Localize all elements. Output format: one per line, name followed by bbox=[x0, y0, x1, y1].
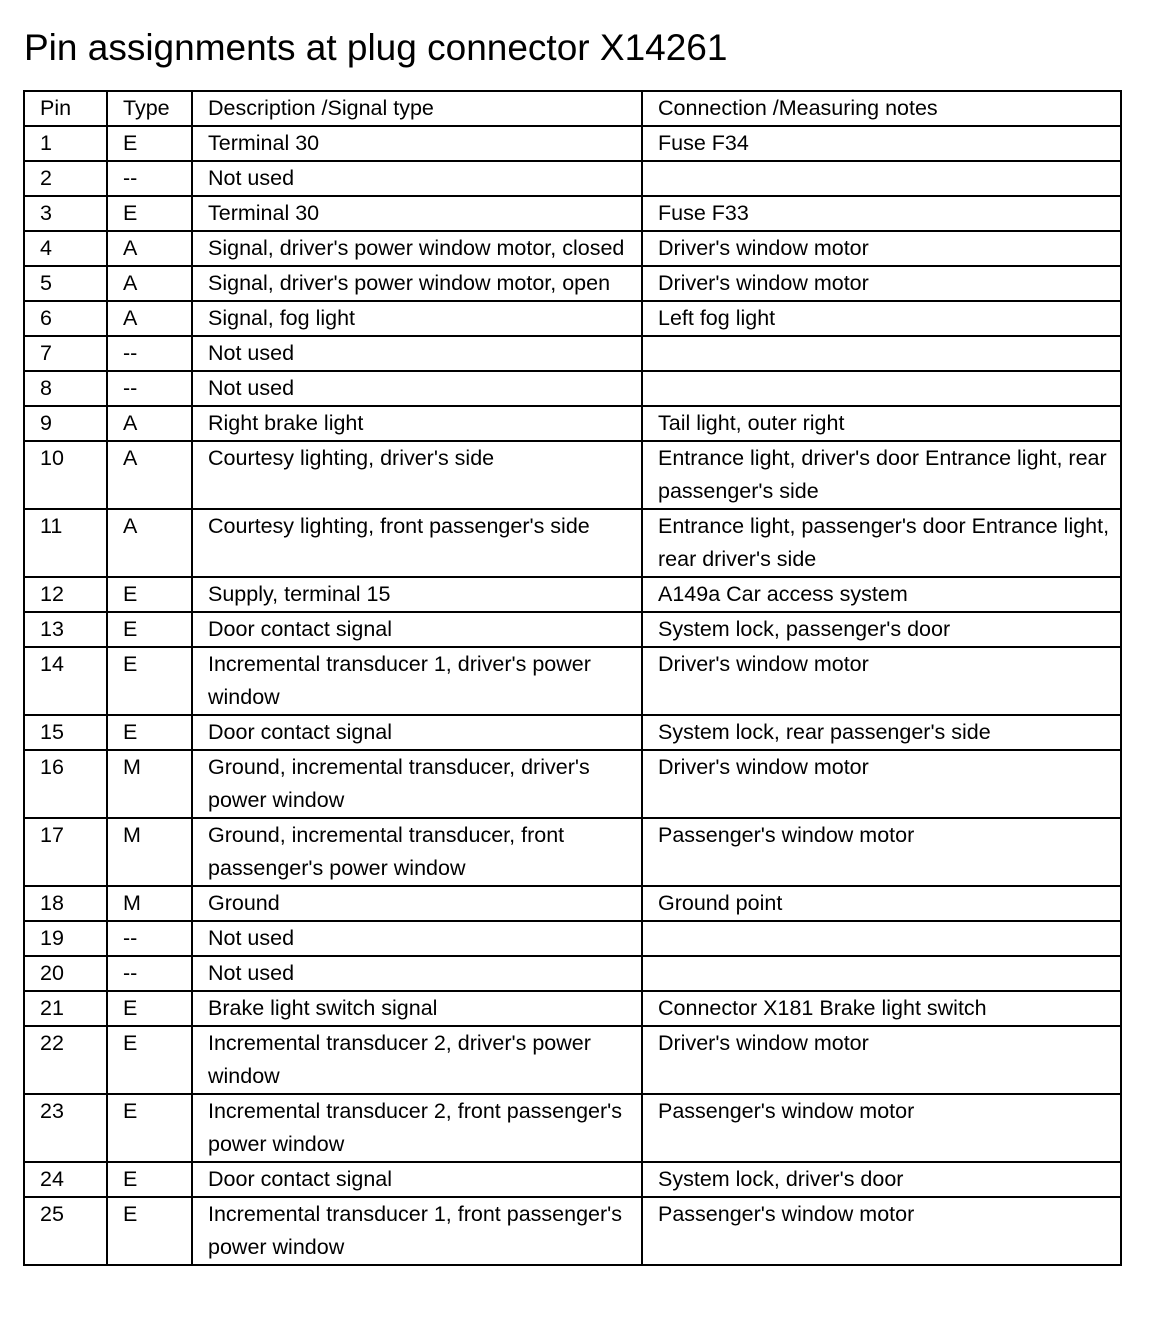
cell-pin: 9 bbox=[24, 406, 107, 441]
table-row bbox=[24, 818, 1121, 886]
cell-connection: System lock, rear passenger's side bbox=[642, 715, 1121, 750]
table-row bbox=[24, 161, 1121, 196]
cell-type: -- bbox=[107, 921, 192, 956]
table-row bbox=[24, 647, 1121, 715]
pin-assignment-table bbox=[23, 90, 1122, 1266]
cell-description: Signal, driver's power window motor, closed bbox=[192, 231, 642, 266]
cell-type: A bbox=[107, 301, 192, 336]
cell-type: -- bbox=[107, 956, 192, 991]
cell-pin: 2 bbox=[24, 161, 107, 196]
cell-connection: System lock, driver's door bbox=[642, 1162, 1121, 1197]
cell-description: Signal, driver's power window motor, open bbox=[192, 266, 642, 301]
cell-description: Not used bbox=[192, 371, 642, 406]
cell-description: Terminal 30 bbox=[192, 126, 642, 161]
cell-pin: 17 bbox=[24, 818, 107, 886]
cell-description: Not used bbox=[192, 336, 642, 371]
cell-connection: Driver's window motor bbox=[642, 266, 1121, 301]
cell-connection: Entrance light, passenger's door Entrance light, rear driver's side bbox=[642, 509, 1121, 577]
cell-pin: 18 bbox=[24, 886, 107, 921]
cell-description: Door contact signal bbox=[192, 715, 642, 750]
table-row bbox=[24, 991, 1121, 1026]
cell-connection: Passenger's window motor bbox=[642, 818, 1121, 886]
header-description: Description /Signal type bbox=[192, 91, 642, 126]
table-row bbox=[24, 266, 1121, 301]
table-row bbox=[24, 371, 1121, 406]
cell-connection: Fuse F33 bbox=[642, 196, 1121, 231]
cell-connection: Driver's window motor bbox=[642, 1026, 1121, 1094]
cell-type: A bbox=[107, 441, 192, 509]
cell-pin: 23 bbox=[24, 1094, 107, 1162]
cell-pin: 14 bbox=[24, 647, 107, 715]
table-row bbox=[24, 336, 1121, 371]
table-header-row bbox=[24, 91, 1121, 126]
cell-type: E bbox=[107, 647, 192, 715]
cell-type: M bbox=[107, 886, 192, 921]
cell-description: Brake light switch signal bbox=[192, 991, 642, 1026]
cell-connection: Left fog light bbox=[642, 301, 1121, 336]
cell-pin: 22 bbox=[24, 1026, 107, 1094]
cell-type: E bbox=[107, 196, 192, 231]
cell-description: Incremental transducer 2, front passenger's power window bbox=[192, 1094, 642, 1162]
cell-pin: 8 bbox=[24, 371, 107, 406]
cell-pin: 24 bbox=[24, 1162, 107, 1197]
table-row bbox=[24, 921, 1121, 956]
cell-connection: Entrance light, driver's door Entrance light, rear passenger's side bbox=[642, 441, 1121, 509]
cell-description: Ground, incremental transducer, driver's power window bbox=[192, 750, 642, 818]
cell-type: E bbox=[107, 1094, 192, 1162]
cell-description: Incremental transducer 1, front passenger's power window bbox=[192, 1197, 642, 1265]
cell-pin: 12 bbox=[24, 577, 107, 612]
cell-connection: Driver's window motor bbox=[642, 647, 1121, 715]
table-row bbox=[24, 750, 1121, 818]
cell-pin: 21 bbox=[24, 991, 107, 1026]
table-row bbox=[24, 1197, 1121, 1265]
table-row bbox=[24, 126, 1121, 161]
cell-connection bbox=[642, 921, 1121, 956]
cell-connection bbox=[642, 371, 1121, 406]
cell-pin: 3 bbox=[24, 196, 107, 231]
cell-description: Ground, incremental transducer, front passenger's power window bbox=[192, 818, 642, 886]
cell-connection: Ground point bbox=[642, 886, 1121, 921]
table-row bbox=[24, 196, 1121, 231]
cell-pin: 13 bbox=[24, 612, 107, 647]
table-row bbox=[24, 301, 1121, 336]
header-pin: Pin bbox=[24, 91, 107, 126]
cell-description: Right brake light bbox=[192, 406, 642, 441]
cell-connection: Tail light, outer right bbox=[642, 406, 1121, 441]
cell-pin: 5 bbox=[24, 266, 107, 301]
cell-pin: 11 bbox=[24, 509, 107, 577]
cell-type: A bbox=[107, 266, 192, 301]
cell-pin: 20 bbox=[24, 956, 107, 991]
table-row bbox=[24, 1162, 1121, 1197]
cell-pin: 7 bbox=[24, 336, 107, 371]
cell-type: A bbox=[107, 231, 192, 266]
cell-type: E bbox=[107, 1162, 192, 1197]
cell-connection bbox=[642, 161, 1121, 196]
table-row bbox=[24, 612, 1121, 647]
page-title: Pin assignments at plug connector X14261 bbox=[24, 27, 728, 68]
cell-pin: 6 bbox=[24, 301, 107, 336]
header-type: Type bbox=[107, 91, 192, 126]
cell-pin: 1 bbox=[24, 126, 107, 161]
cell-pin: 4 bbox=[24, 231, 107, 266]
cell-pin: 10 bbox=[24, 441, 107, 509]
cell-type: A bbox=[107, 509, 192, 577]
cell-connection: Passenger's window motor bbox=[642, 1094, 1121, 1162]
cell-description: Signal, fog light bbox=[192, 301, 642, 336]
cell-connection: Connector X181 Brake light switch bbox=[642, 991, 1121, 1026]
table-row bbox=[24, 441, 1121, 509]
cell-description: Courtesy lighting, driver's side bbox=[192, 441, 642, 509]
table-row bbox=[24, 1026, 1121, 1094]
cell-connection: Fuse F34 bbox=[642, 126, 1121, 161]
header-connection: Connection /Measuring notes bbox=[642, 91, 1121, 126]
cell-type: -- bbox=[107, 336, 192, 371]
cell-description: Door contact signal bbox=[192, 612, 642, 647]
cell-type: -- bbox=[107, 161, 192, 196]
cell-description: Door contact signal bbox=[192, 1162, 642, 1197]
table-row bbox=[24, 577, 1121, 612]
cell-connection: System lock, passenger's door bbox=[642, 612, 1121, 647]
cell-connection bbox=[642, 956, 1121, 991]
cell-connection: Passenger's window motor bbox=[642, 1197, 1121, 1265]
cell-description: Not used bbox=[192, 956, 642, 991]
table-row bbox=[24, 715, 1121, 750]
cell-description: Incremental transducer 2, driver's power window bbox=[192, 1026, 642, 1094]
cell-connection: Driver's window motor bbox=[642, 231, 1121, 266]
cell-pin: 15 bbox=[24, 715, 107, 750]
cell-description: Not used bbox=[192, 921, 642, 956]
cell-description: Ground bbox=[192, 886, 642, 921]
cell-type: E bbox=[107, 1026, 192, 1094]
cell-description: Not used bbox=[192, 161, 642, 196]
cell-type: E bbox=[107, 612, 192, 647]
table-row bbox=[24, 956, 1121, 991]
cell-connection: A149a Car access system bbox=[642, 577, 1121, 612]
table-row bbox=[24, 1094, 1121, 1162]
cell-description: Supply, terminal 15 bbox=[192, 577, 642, 612]
cell-pin: 19 bbox=[24, 921, 107, 956]
cell-type: M bbox=[107, 818, 192, 886]
cell-description: Terminal 30 bbox=[192, 196, 642, 231]
table-row bbox=[24, 509, 1121, 577]
cell-type: A bbox=[107, 406, 192, 441]
cell-pin: 25 bbox=[24, 1197, 107, 1265]
cell-connection: Driver's window motor bbox=[642, 750, 1121, 818]
cell-connection bbox=[642, 336, 1121, 371]
cell-description: Incremental transducer 1, driver's power window bbox=[192, 647, 642, 715]
cell-type: E bbox=[107, 577, 192, 612]
cell-type: E bbox=[107, 1197, 192, 1265]
table-row bbox=[24, 406, 1121, 441]
cell-type: -- bbox=[107, 371, 192, 406]
cell-type: E bbox=[107, 126, 192, 161]
cell-description: Courtesy lighting, front passenger's side bbox=[192, 509, 642, 577]
cell-type: M bbox=[107, 750, 192, 818]
table-row bbox=[24, 231, 1121, 266]
table-row bbox=[24, 886, 1121, 921]
cell-type: E bbox=[107, 715, 192, 750]
cell-pin: 16 bbox=[24, 750, 107, 818]
cell-type: E bbox=[107, 991, 192, 1026]
